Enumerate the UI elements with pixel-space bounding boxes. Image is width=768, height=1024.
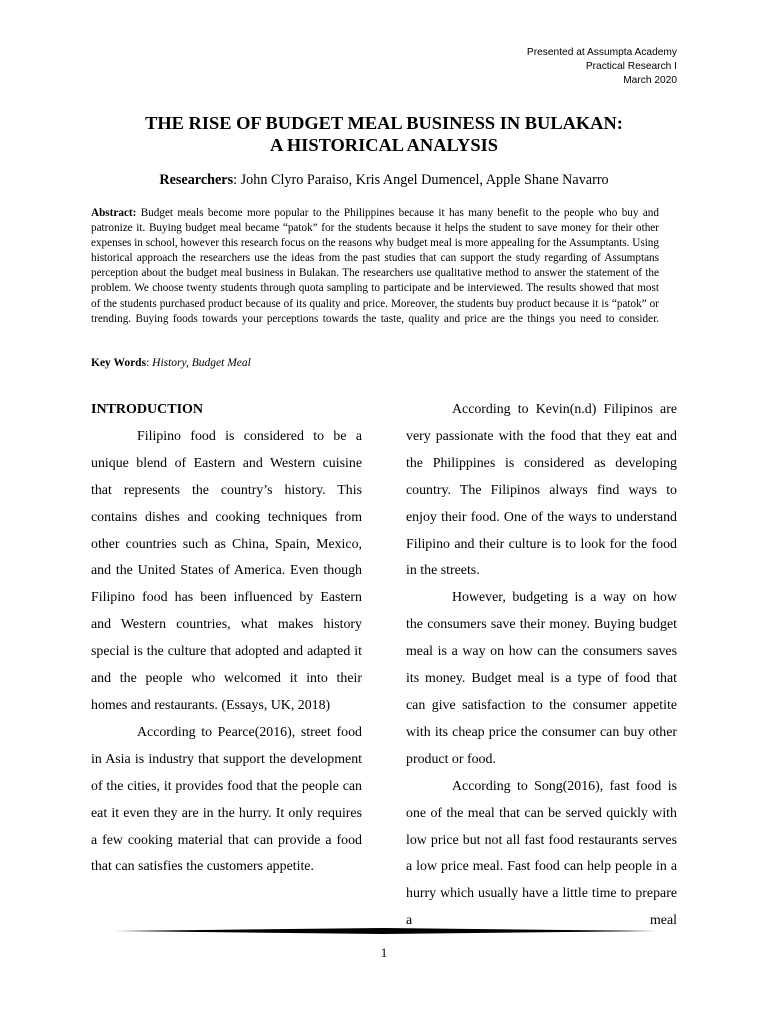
paragraph xyxy=(406,585,677,773)
keywords-value: History, Budget Meal xyxy=(152,357,251,369)
page-number: 1 xyxy=(380,945,388,960)
abstract-text: Budget meals become more popular to the Philippines because it has many benefit to the people who buy and patronize it. Buying budget meal became “patok” for the students because it helps the student to save money for their other expenses in school, however this research focus on the reasons why budget meal is more appealing for the Assumptants. Using historical approach the researchers use the ideas from the past studies that can support the study regarding of Assumptans perception about the budget meal business in Bulakan. The researchers use qualitative method to answer the statement of the problem. We choose twenty students through quota sampling to participate and be interviewed. The results showed that most of the students purchased product because of its quality and price. Moreover, the students buy product because it is “patok” or trending. Buying foods towards your perceptions towards the taste, quality and price are the things you need to consider. xyxy=(91,207,659,325)
paragraph xyxy=(91,424,362,720)
paragraph xyxy=(406,397,677,585)
keywords-label: Key Words xyxy=(91,357,147,369)
introduction-heading: INTRODUCTION xyxy=(91,402,204,417)
document-header xyxy=(527,46,677,88)
right-column xyxy=(406,397,677,962)
paragraph-text: According to Pearce(2016), street food in Asia is industry that support the development of the cities, it provides food that the people can eat it even they are in the hurry. It only requires a few cooking material that can provide a food that can satisfies the customers appetite. xyxy=(91,724,362,875)
paragraph-text: However, budgeting is a way on how the consumers save their money. Buying budget meal is a way on how can the consumers saves its money. Budget meal is a type of food that can give satisfaction to the consumer appetite with its cheap price the consumer can buy other product or food. xyxy=(406,590,677,767)
keywords-separator: : xyxy=(146,357,153,369)
title-line-1: THE RISE OF BUDGET MEAL BUSINESS IN BULAKAN: xyxy=(145,113,623,133)
researchers-line xyxy=(0,172,768,189)
title-line-2: A HISTORICAL ANALYSIS xyxy=(270,135,498,155)
header-date: March 2020 xyxy=(623,75,677,86)
paragraph-text: Filipino food is considered to be a unique blend of Eastern and Western cuisine that represents the country’s history. This contains dishes and cooking techniques from other countries such as China, Spain, Mexico, and the United States of America. Even though Filipino food has been influenced by Eastern and Western countries, what makes history special is the culture that adopted and adapted it and the people who welcomed it into their homes and restaurants. (Essays, UK, 2018) xyxy=(91,428,362,713)
abstract xyxy=(91,206,659,342)
paragraph-text: According to Song(2016), fast food is one of the meal that can be served quickly with low price but not all fast food restaurants serves a low price meal. Fast food can help people in a hurry which usually have a little time to prepare a meal xyxy=(406,778,677,929)
researchers-label: Researchers xyxy=(159,172,234,188)
header-course: Practical Research I xyxy=(585,61,677,72)
abstract-label: Abstract: xyxy=(91,207,137,219)
keywords xyxy=(91,357,251,369)
researchers-names: : John Clyro Paraiso, Kris Angel Dumencel, Apple Shane Navarro xyxy=(233,172,609,188)
header-venue: Presented at Assumpta Academy xyxy=(526,47,677,58)
paragraph xyxy=(91,720,362,881)
paragraph-text: According to Kevin(n.d) Filipinos are very passionate with the food that they eat and the Philippines is considered as developing country. The Filipinos always find ways to enjoy their food. One of the ways to understand Filipino and their culture is to look for the food in the streets. xyxy=(406,402,677,579)
footer-rule xyxy=(112,927,656,935)
paper-title xyxy=(0,112,768,156)
left-column xyxy=(91,397,362,881)
